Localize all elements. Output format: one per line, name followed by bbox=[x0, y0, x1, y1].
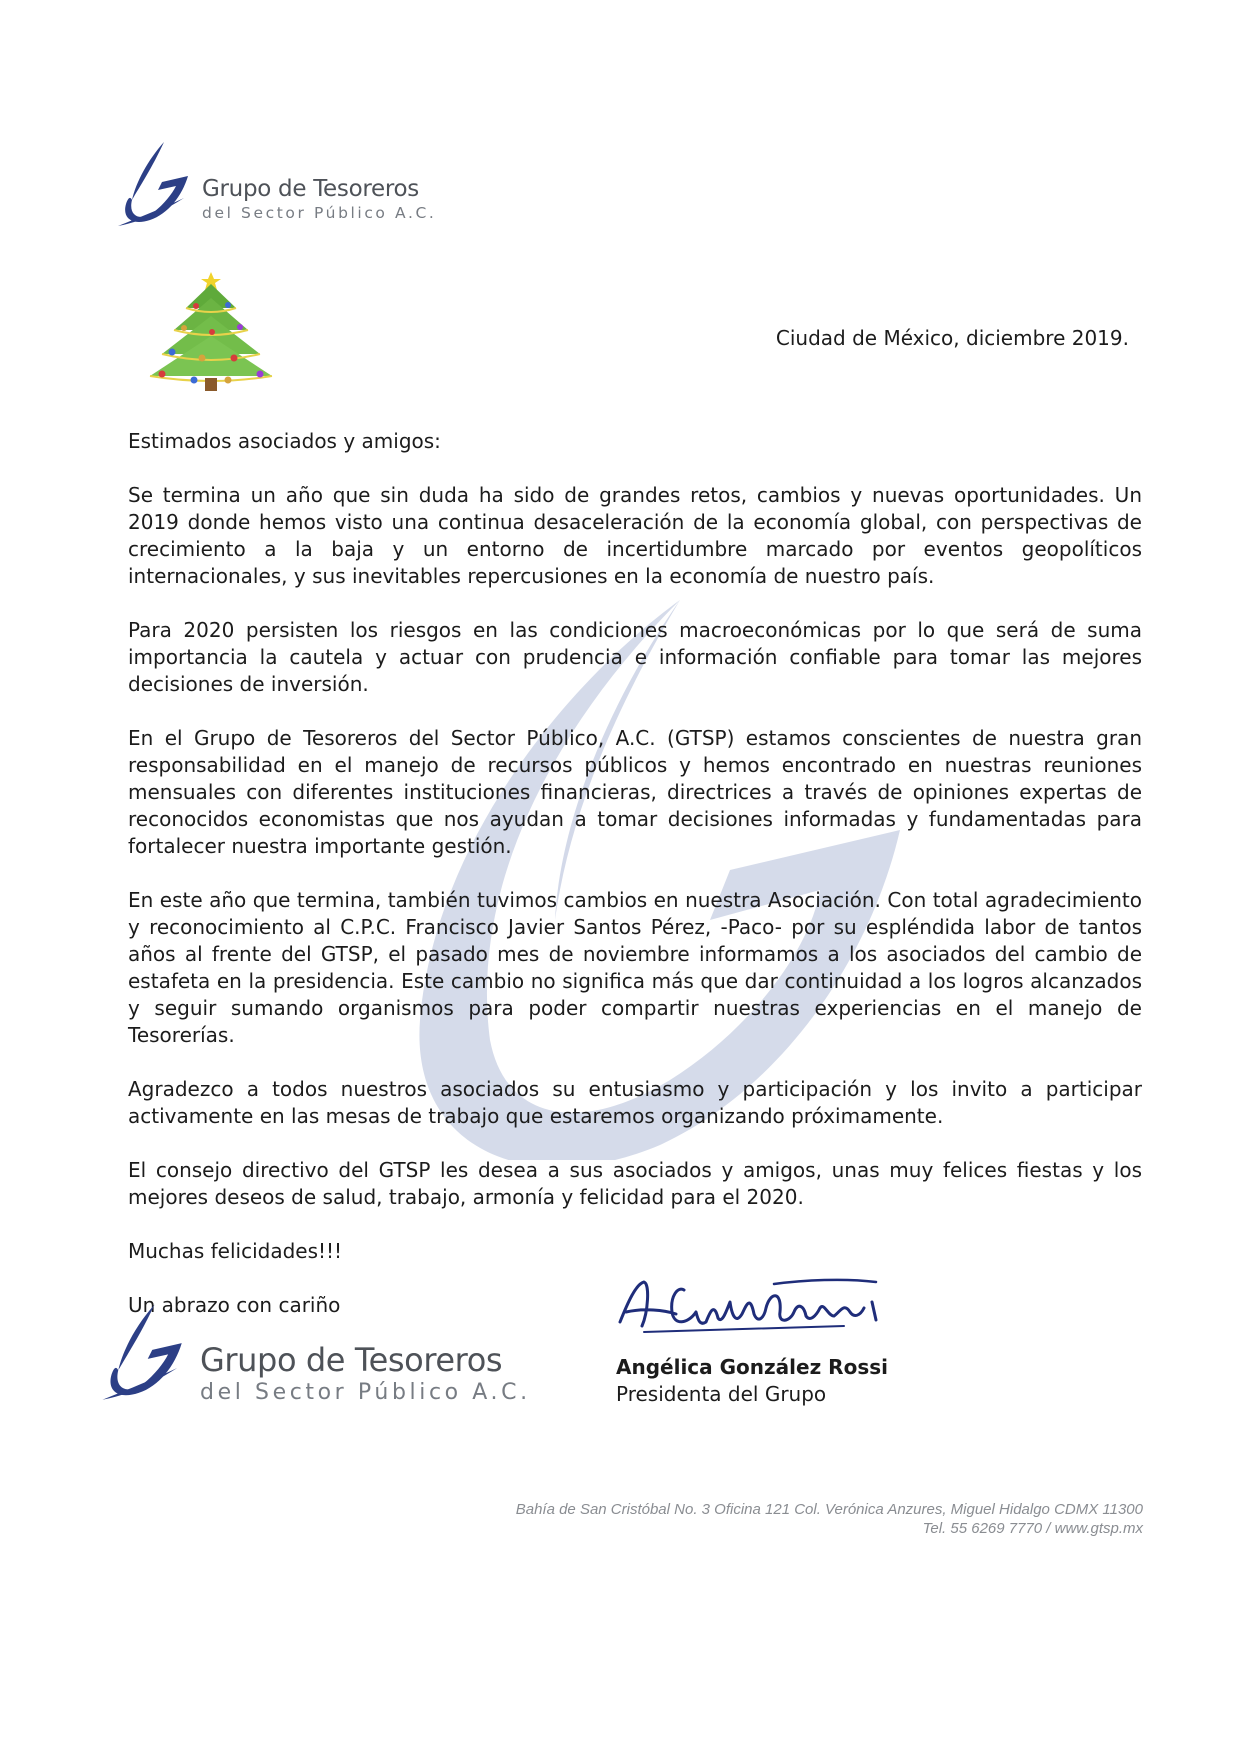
letter-closing: Un abrazo con cariño bbox=[128, 1293, 341, 1317]
footer-contact bbox=[516, 1500, 1143, 1538]
letter-greeting: Estimados asociados y amigos: bbox=[128, 429, 441, 453]
christmas-tree-icon bbox=[146, 270, 276, 392]
gtsp-swoosh-logo bbox=[118, 138, 202, 228]
signer-title: Presidenta del Grupo bbox=[616, 1382, 827, 1406]
letter-paragraph: En el Grupo de Tesoreros del Sector Público, A.C. (GTSP) estamos conscientes de nuestra gran responsabilidad en el manejo de recursos públicos y hemos encontrado en nuestras reuniones mensuales con diferentes instituciones financieras, directrices a través de opiniones expertas de reconocidos economistas que nos ayudan a tomar decisiones informadas y fundamentadas para fortalecer nuestra importante gestión. bbox=[128, 726, 1142, 858]
footer-phone-web: Tel. 55 6269 7770 / www.gtsp.mx bbox=[922, 1520, 1143, 1537]
header-logo bbox=[118, 138, 437, 228]
letter-paragraph: Agradezco a todos nuestros asociados su entusiasmo y participación y los invito a participar activamente en las mesas de trabajo que estaremos organizando próximamente. bbox=[128, 1077, 1142, 1128]
signer-name: Angélica González Rossi bbox=[616, 1355, 888, 1379]
letter-paragraph: Se termina un año que sin duda ha sido de grandes retos, cambios y nuevas oportunidades. Un 2019 donde hemos visto una continua desaceleración de la economía global, con perspectivas de crecimiento a la baja y un entorno de incertidumbre marcado por eventos geopolíticos internacionales, y sus inevitables repercusiones en la economía de nuestro país. bbox=[128, 483, 1142, 588]
letter-body bbox=[128, 428, 1142, 1346]
org-subtitle: del Sector Público A.C. bbox=[202, 204, 437, 222]
letter-paragraph: En este año que termina, también tuvimos cambios en nuestra Asociación. Con total agradecimiento y reconocimiento al C.P.C. Francisco Javier Santos Pérez, -Paco- por su espléndida labor de tantos años al frente del GTSP, el pasado mes de noviembre informamos a los asociados del cambio de estafeta en la presidencia. Este cambio no significa más que dar continuidad a los logros alcanzados y seguir sumando organismos para poder compartir nuestras experiencias en el manejo de Tesorerías. bbox=[128, 888, 1142, 1047]
letter-paragraph: Para 2020 persisten los riesgos en las condiciones macroeconómicas por lo que será de suma importancia la cautela y actuar con prudencia e información confiable para tomar las mejores decisiones de inversión. bbox=[128, 618, 1142, 696]
letter-closing: Muchas felicidades!!! bbox=[128, 1239, 343, 1263]
footer-address: Bahía de San Cristóbal No. 3 Oficina 121 Col. Verónica Anzures, Miguel Hidalgo CDMX 11300 bbox=[515, 1501, 1143, 1518]
org-name: Grupo de Tesoreros bbox=[202, 176, 419, 202]
gtsp-swoosh-logo bbox=[100, 1300, 200, 1402]
org-name: Grupo de Tesoreros bbox=[200, 1341, 503, 1379]
handwritten-signature bbox=[614, 1272, 894, 1344]
letter-date: Ciudad de México, diciembre 2019. bbox=[775, 326, 1129, 350]
letter-paragraph: El consejo directivo del GTSP les desea a sus asociados y amigos, unas muy felices fiestas y los mejores deseos de salud, trabajo, armonía y felicidad para el 2020. bbox=[128, 1158, 1142, 1209]
org-subtitle: del Sector Público A.C. bbox=[200, 1380, 531, 1405]
